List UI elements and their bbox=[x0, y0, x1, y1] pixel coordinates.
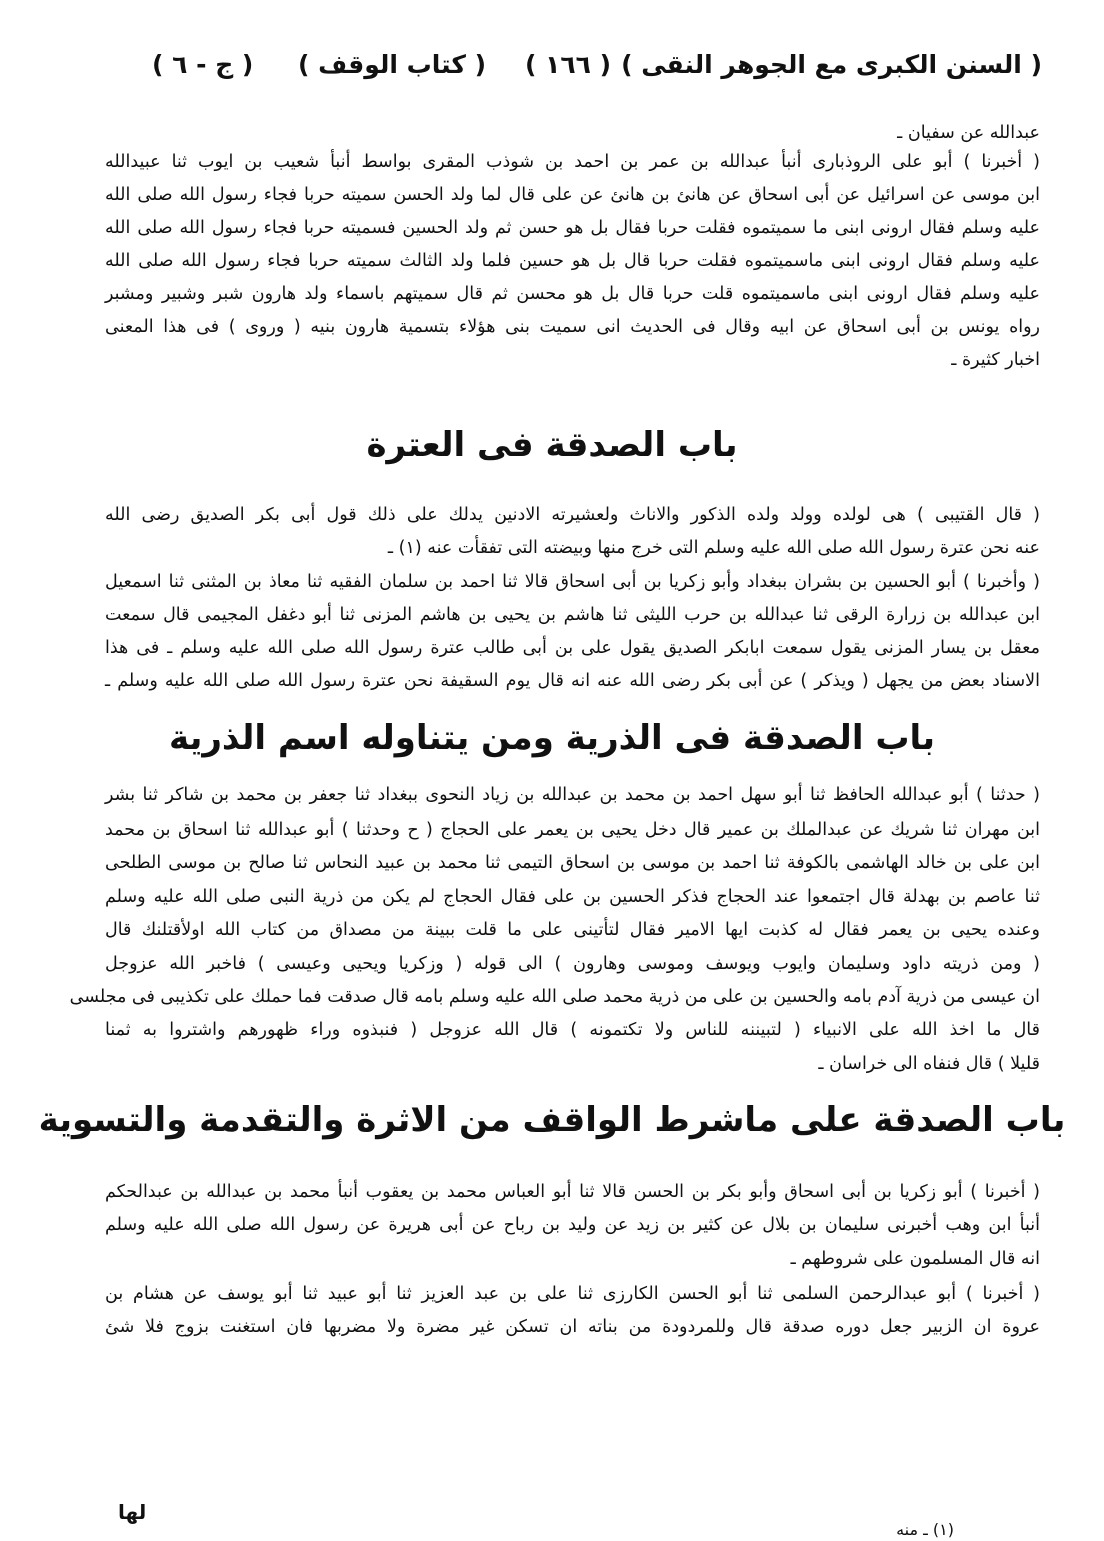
text-line: عبدالله عن سفيان ـ bbox=[897, 123, 1040, 143]
text-line: ابن مهران ثنا شريك عن عبدالملك بن عمير قال دخل يحيى بن يعمر على الحجاج ( ح وحدثنا ) أبو عبدالله ثنا اسحاق بن محمد bbox=[105, 820, 1040, 840]
text-line: ( ومن ذريته داود وسليمان وايوب ويوسف وموسى وهارون ) الى قوله ( وزكريا ويحيى وعيسى ) فاخبر الله عزوجل bbox=[105, 954, 1040, 974]
volume-number: ( ج - ٦ ) bbox=[152, 50, 254, 79]
text-line: معقل بن يسار المزنى يقول سمعت ابابكر الصديق يقول على بن أبى طالب عترة رسول الله صلى الله عليه وسلم ـ فى هذا bbox=[105, 638, 1040, 658]
text-line: ( حدثنا ) أبو عبدالله الحافظ ثنا أبو سهل احمد بن محمد بن عبدالله بن زياد النحوى ببغداد ثنا جعفر بن محمد بن شاكر ثنا بشر bbox=[105, 785, 1040, 805]
section-heading: باب الصدقة على ماشرط الواقف من الاثرة والتقدمة والتسوية bbox=[38, 1100, 1066, 1140]
text-line: عروة ان الزبير جعل دوره صدقة قال وللمردودة من بناته ان تسكن غير مضرة ولا مضربها فان استغنت بزوج فلا شئ bbox=[105, 1317, 1040, 1337]
text-line: ( وأخبرنا ) أبو الحسين بن بشران ببغداد وأبو زكريا بن أبى اسحاق قالا ثنا احمد بن سلمان الفقيه ثنا معاذ بن المثنى ثنا اسمعيل bbox=[105, 572, 1040, 592]
text-line: عليه وسلم فقال ارونى ابنى ماسميتموه فقلت حربا قال بل هو حسين فلما ولد الثالث سميته حربا فجاء رسول الله صلى الله bbox=[105, 251, 1040, 271]
text-line: وعنده يحيى بن يعمر فقال له كذبت ايها الامير فقال لتأتينى على ما قلت ببينة من مصداق من كتاب الله اولأقتلنك قال bbox=[105, 920, 1040, 940]
text-line: ابن على بن خالد الهاشمى بالكوفة ثنا احمد بن موسى بن اسحاق التيمى ثنا محمد بن عبيد النحاس ثنا صالح بن موسى الطلحى bbox=[105, 853, 1040, 873]
section-heading: باب الصدقة فى العترة bbox=[366, 425, 738, 465]
text-line: اخبار كثيرة ـ bbox=[951, 350, 1040, 370]
text-line: قليلا ) قال فنفاه الى خراسان ـ bbox=[818, 1054, 1040, 1074]
text-line: ثنا عاصم بن بهدلة قال اجتمعوا عند الحجاج فذكر الحسين بن على فقال الحجاج لم يكن من ذرية النبى صلى الله عليه وسلم bbox=[105, 887, 1040, 907]
text-line: الاسناد بعض من يجهل ( ويذكر ) عن أبى بكر رضى الله عنه انه قال يوم السقيفة نحن عترة رسول الله صلى الله عليه وسلم ـ bbox=[105, 671, 1040, 691]
text-line: ابن موسى عن اسرائيل عن أبى اسحاق عن هانئ بن هانئ عن على قال لما ولد الحسن سميته حربا فجاء رسول الله صلى الله bbox=[105, 185, 1040, 205]
text-line: عليه وسلم فقال ارونى ابنى ماسميتموه قلت حربا قال بل هو محسن ثم قال سميتهم باسماء ولد هارون شبر وشبير ومشبر bbox=[105, 284, 1040, 304]
text-line: ابن عبدالله بن زرارة الرقى ثنا عبدالله بن حرب الليثى ثنا هاشم بن يحيى بن هاشم المزنى ثنا أبو دغفل المجيمى قال سمعت bbox=[105, 605, 1040, 625]
book-title: ( السنن الكبرى مع الجوهر النقى ) bbox=[621, 50, 1042, 79]
text-line: ( قال القتيبى ) هى لولده وولد ولده الذكور والاناث ولعشيرته الادنين يدلك على ذلك قول أبى بكر الصديق رضى الله bbox=[105, 505, 1040, 525]
text-line: ( أخبرنا ) أبو عبدالرحمن السلمى ثنا أبو الحسن الكارزى ثنا على بن عبد العزيز ثنا أبو عبيد ثنا أبو يوسف عن هشام بن bbox=[105, 1284, 1040, 1304]
chapter-title: ( كتاب الوقف ) bbox=[298, 50, 486, 79]
footnote: (١) ـ منه bbox=[896, 1520, 954, 1539]
catchword: لها bbox=[118, 1500, 147, 1524]
text-line: عليه وسلم فقال ارونى ابنى ما سميتموه فقلت حربا فقال بل هو حسن ثم ولد الحسين فسميته حربا فجاء رسول الله صلى الله bbox=[105, 218, 1040, 238]
text-line: قال ما اخذ الله على الانبياء ( لتبيننه للناس ولا تكتمونه ) قال الله عزوجل ( فنبذوه وراء ظهورهم واشتروا به ثمنا bbox=[105, 1020, 1040, 1040]
text-line: ( أخبرنا ) أبو على الروذبارى أنبأ عبدالله بن عمر بن احمد بن شوذب المقرى بواسط أنبأ شعيب بن ايوب ثنا عبيدالله bbox=[105, 152, 1040, 172]
section-heading: باب الصدقة فى الذرية ومن يتناوله اسم الذرية bbox=[168, 718, 936, 758]
text-line: ان عيسى من ذرية آدم بامه والحسين بن على من ذرية محمد صلى الله عليه وسلم بامه قال صدقت فما حملك على تكذيبى فى مجلسى bbox=[69, 987, 1040, 1007]
text-line: انه قال المسلمون على شروطهم ـ bbox=[790, 1249, 1040, 1269]
text-line: أنبأ ابن وهب أخبرنى سليمان بن بلال عن كثير بن زيد عن وليد بن رباح عن أبى هريرة عن رسول الله صلى الله عليه وسلم bbox=[105, 1215, 1040, 1235]
text-line: رواه يونس بن أبى اسحاق عن ابيه وقال فى الحديث انى سميت بنى هؤلاء بتسمية هارون بنيه ( وروى ) فى هذا المعنى bbox=[105, 317, 1040, 337]
text-line: ( أخبرنا ) أبو زكريا بن أبى اسحاق وأبو بكر بن الحسن قالا ثنا أبو العباس محمد بن يعقوب أنبأ محمد بن عبدالله بن عبدالحكم bbox=[105, 1182, 1040, 1202]
text-line: عنه نحن عترة رسول الله صلى الله عليه وسلم التى خرج منها وبيضته التى تفقأت عنه (١) ـ bbox=[387, 538, 1040, 558]
page-number: ( ١٦٦ ) bbox=[525, 50, 612, 79]
